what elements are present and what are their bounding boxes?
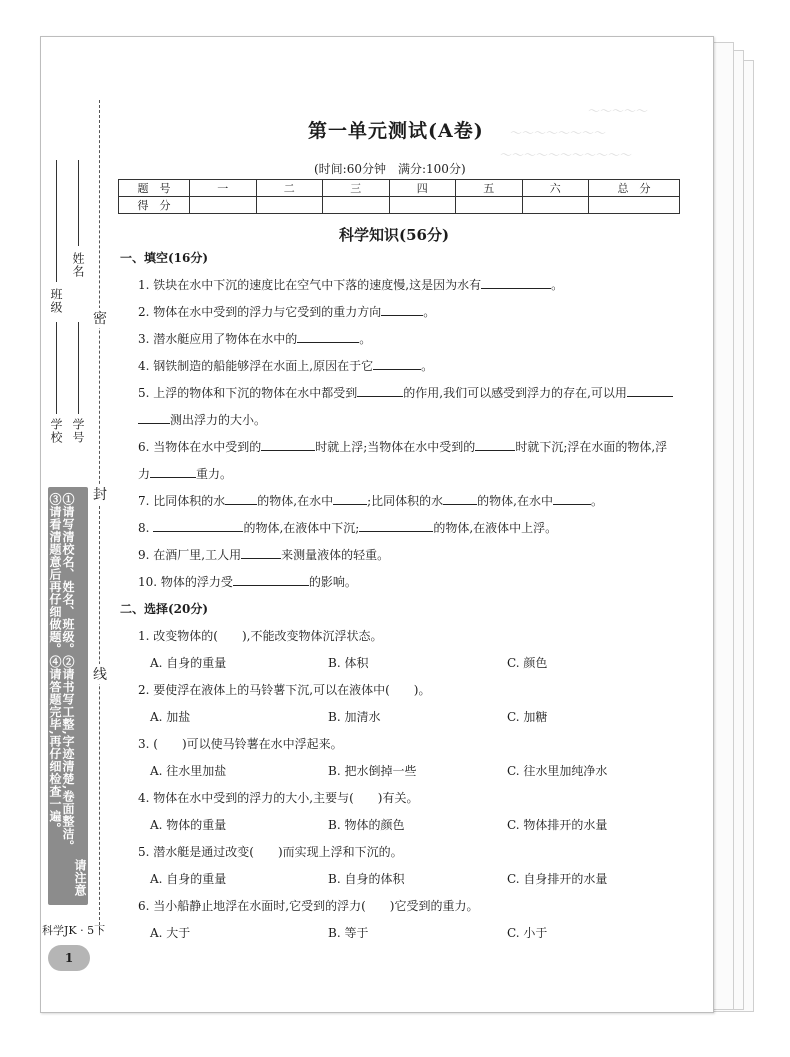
table-cell: 总 分 [589, 180, 680, 197]
choice-option[interactable]: B. 体积 [328, 656, 369, 670]
student-id-blank [78, 322, 79, 414]
choice-option[interactable]: B. 物体的颜色 [328, 818, 405, 832]
binding-dashed-line [99, 100, 100, 930]
student-id-label: 学号 [71, 418, 85, 444]
fill-question: 3. 潜水艇应用了物体在水中的 。 [138, 332, 372, 346]
choice-stem: 1. 改变物体的( ),不能改变物体沉浮状态。 [138, 629, 383, 643]
answer-blank[interactable] [297, 331, 359, 343]
section-heading: 科学知识(56分) [339, 226, 450, 244]
seal-mi: 密 [93, 308, 107, 328]
notice-line-2: ③请看清题意后再仔细做题。④请答题完毕,再仔细检查一遍。 [48, 493, 62, 836]
score-table-header-row [119, 180, 680, 197]
choice-option[interactable]: C. 物体排开的水量 [507, 818, 608, 832]
answer-blank[interactable] [261, 439, 315, 451]
choice-option[interactable]: C. 小于 [507, 926, 548, 940]
table-cell: 四 [389, 180, 456, 197]
choice-option[interactable]: A. 自身的重量 [150, 656, 227, 670]
book-label: 科学JK · 5下 [42, 924, 106, 937]
table-cell: 三 [323, 180, 390, 197]
answer-blank[interactable] [233, 574, 309, 586]
fill-question: 力 重力。 [138, 467, 233, 481]
answer-blank[interactable] [225, 493, 257, 505]
score-cell[interactable] [389, 197, 456, 214]
choice-option[interactable]: A. 自身的重量 [150, 872, 227, 886]
answer-blank[interactable] [627, 385, 673, 397]
fill-question: 4. 钢铁制造的船能够浮在水面上,原因在于它 。 [138, 359, 434, 373]
score-cell[interactable] [190, 197, 257, 214]
score-table-score-row [119, 197, 680, 214]
score-cell[interactable] [323, 197, 390, 214]
part2-title: 二、选择(20分) [120, 602, 209, 616]
answer-blank[interactable] [357, 385, 403, 397]
school-label: 学校 [49, 418, 63, 444]
fill-question: 6. 当物体在水中受到的 时就上浮;当物体在水中受到的 时就下沉;浮在水面的物体,浮 [138, 440, 668, 454]
choice-option[interactable]: A. 加盐 [150, 710, 191, 724]
choice-option[interactable]: A. 往水里加盐 [150, 764, 227, 778]
fill-question: 2. 物体在水中受到的浮力与它受到的重力方向 。 [138, 305, 436, 319]
answer-blank[interactable] [153, 520, 243, 532]
answer-blank[interactable] [553, 493, 591, 505]
choice-option[interactable]: B. 自身的体积 [328, 872, 405, 886]
answer-blank[interactable] [150, 466, 196, 478]
choice-option[interactable]: B. 把水倒掉一些 [328, 764, 417, 778]
choice-option[interactable]: C. 加糖 [507, 710, 548, 724]
notice-line-1: ①请写清校名、姓名、班级。②请书写工整,字迹清楚,卷面整洁。 [61, 493, 75, 853]
answer-blank[interactable] [333, 493, 367, 505]
answer-blank[interactable] [373, 358, 421, 370]
seal-feng: 封 [93, 484, 107, 504]
table-cell: 一 [190, 180, 257, 197]
fill-question: 1. 铁块在水中下沉的速度比在空气中下落的速度慢,这是因为水有 。 [138, 278, 564, 292]
show-through: ～～～～～～～～～～～ [500, 148, 633, 162]
show-through: ～～～～～～～～ [510, 126, 607, 140]
choice-stem: 4. 物体在水中受到的浮力的大小,主要与( )有关。 [138, 791, 419, 805]
seal-xian: 线 [93, 664, 107, 684]
choice-option[interactable]: B. 等于 [328, 926, 369, 940]
answer-blank[interactable] [481, 277, 551, 289]
time-and-score: (时间:60分钟 满分:100分) [314, 162, 466, 176]
name-label: 姓名 [71, 252, 85, 278]
choice-stem: 2. 要使浮在液体上的马铃薯下沉,可以在液体中( )。 [138, 683, 431, 697]
class-label: 班级 [49, 288, 63, 314]
table-cell: 得 分 [119, 197, 190, 214]
table-cell: 六 [522, 180, 589, 197]
answer-blank[interactable] [138, 412, 170, 424]
choice-option[interactable]: C. 往水里加纯净水 [507, 764, 608, 778]
choice-option[interactable]: C. 颜色 [507, 656, 548, 670]
answer-blank[interactable] [381, 304, 423, 316]
answer-blank[interactable] [241, 547, 281, 559]
show-through: ～～～～～ [588, 104, 649, 118]
fill-question: 8. 的物体,在液体中下沉; 的物体,在液体中上浮。 [138, 521, 558, 535]
choice-option[interactable]: A. 物体的重量 [150, 818, 227, 832]
score-cell[interactable] [589, 197, 680, 214]
choice-stem: 3. ( )可以使马铃薯在水中浮起来。 [138, 737, 343, 751]
table-cell: 五 [456, 180, 523, 197]
answer-blank[interactable] [443, 493, 477, 505]
name-blank [78, 160, 79, 246]
table-cell: 二 [256, 180, 323, 197]
fill-question: 7. 比同体积的水 的物体,在水中 ;比同体积的水 的物体,在水中 。 [138, 494, 603, 508]
choice-option[interactable]: A. 大于 [150, 926, 191, 940]
score-cell[interactable] [256, 197, 323, 214]
choice-option[interactable]: B. 加清水 [328, 710, 381, 724]
choice-stem: 5. 潜水艇是通过改变( )而实现上浮和下沉的。 [138, 845, 403, 859]
class-blank [56, 160, 57, 282]
page-number: 1 [48, 945, 90, 971]
part1-title: 一、填空(16分) [120, 251, 209, 265]
fill-question: 10. 物体的浮力受 的影响。 [138, 575, 357, 589]
score-table [118, 179, 680, 214]
notice-title: 请注意 [73, 859, 87, 897]
page-title: 第一单元测试(A卷) [308, 120, 484, 142]
score-cell[interactable] [456, 197, 523, 214]
fill-question: 5. 上浮的物体和下沉的物体在水中都受到 的作用,我们可以感受到浮力的存在,可以用 [138, 384, 673, 401]
table-cell: 题 号 [119, 180, 190, 197]
answer-blank[interactable] [359, 520, 433, 532]
score-cell[interactable] [522, 197, 589, 214]
fill-question: 测出浮力的大小。 [138, 411, 266, 428]
notice-box [48, 487, 88, 905]
choice-option[interactable]: C. 自身排开的水量 [507, 872, 608, 886]
choice-stem: 6. 当小船静止地浮在水面时,它受到的浮力( )它受到的重力。 [138, 899, 479, 913]
fill-question: 9. 在酒厂里,工人用 来测量液体的轻重。 [138, 548, 390, 562]
answer-blank[interactable] [475, 439, 515, 451]
school-blank [56, 322, 57, 414]
